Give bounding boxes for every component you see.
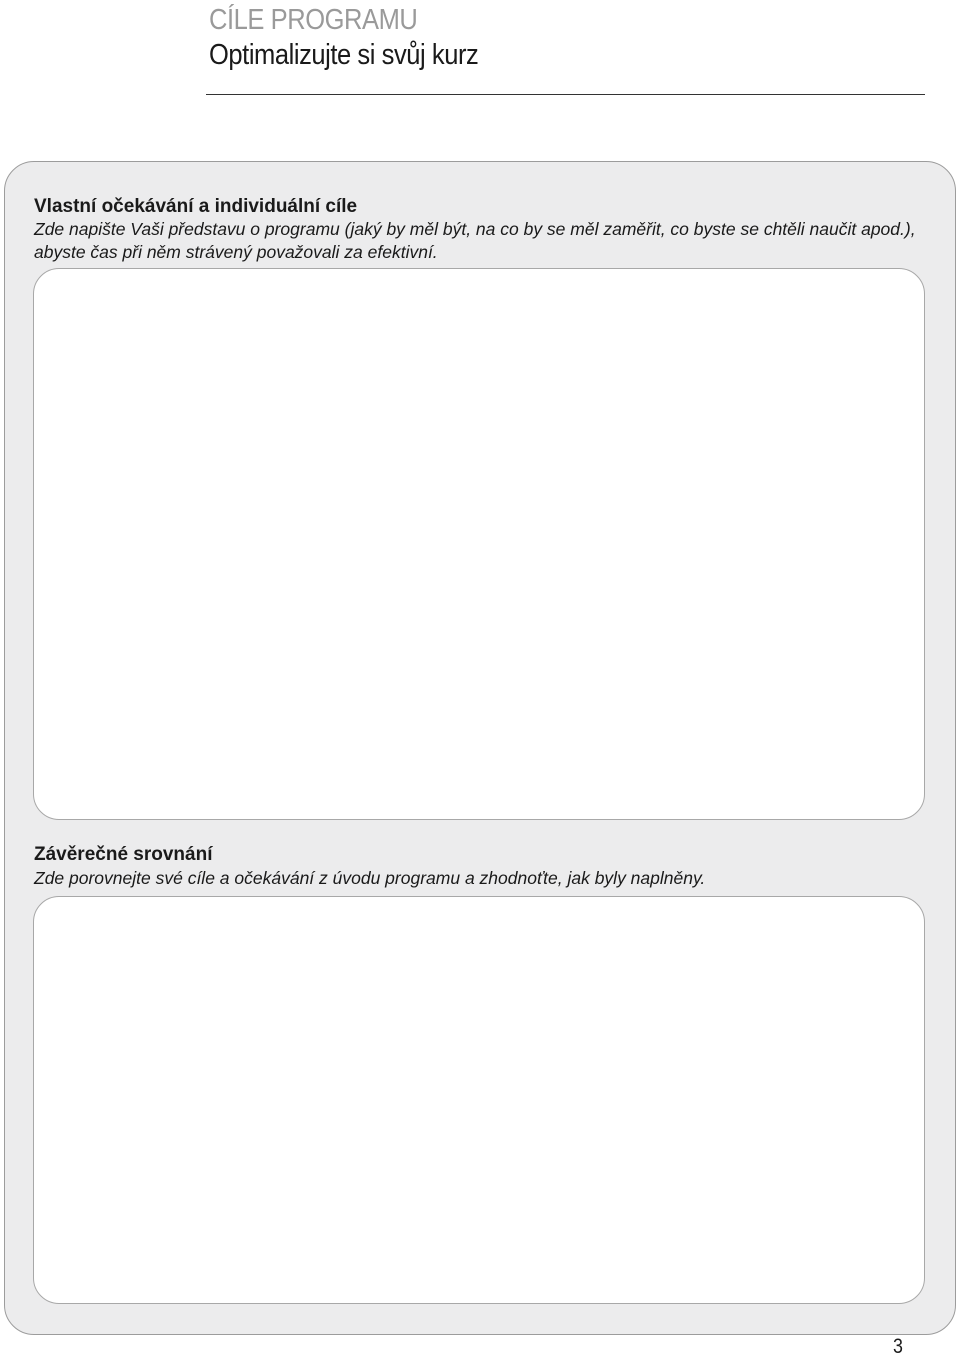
page-header [209,4,925,74]
page-number: 3 [893,1335,903,1358]
page-title: Optimalizujte si svůj kurz [209,39,479,71]
expectations-writing-area[interactable] [33,268,925,820]
section-overline: CÍLE PROGRAMU [209,4,418,36]
comparison-heading: Závěrečné srovnání [34,844,213,865]
comparison-instructions: Zde porovnejte své cíle a očekávání z úvodu programu a zhodnoťte, jak byly naplněny. [34,868,706,888]
header-divider [206,94,925,95]
expectations-instructions: Zde napište Vaši představu o programu (jaký by měl být, na co by se měl zaměřit, co byste se chtěli naučit apod.), abyste čas při něm strávený považovali za efektivní. [34,219,916,262]
comparison-writing-area[interactable] [33,896,925,1304]
expectations-heading: Vlastní očekávání a individuální cíle [34,196,358,217]
